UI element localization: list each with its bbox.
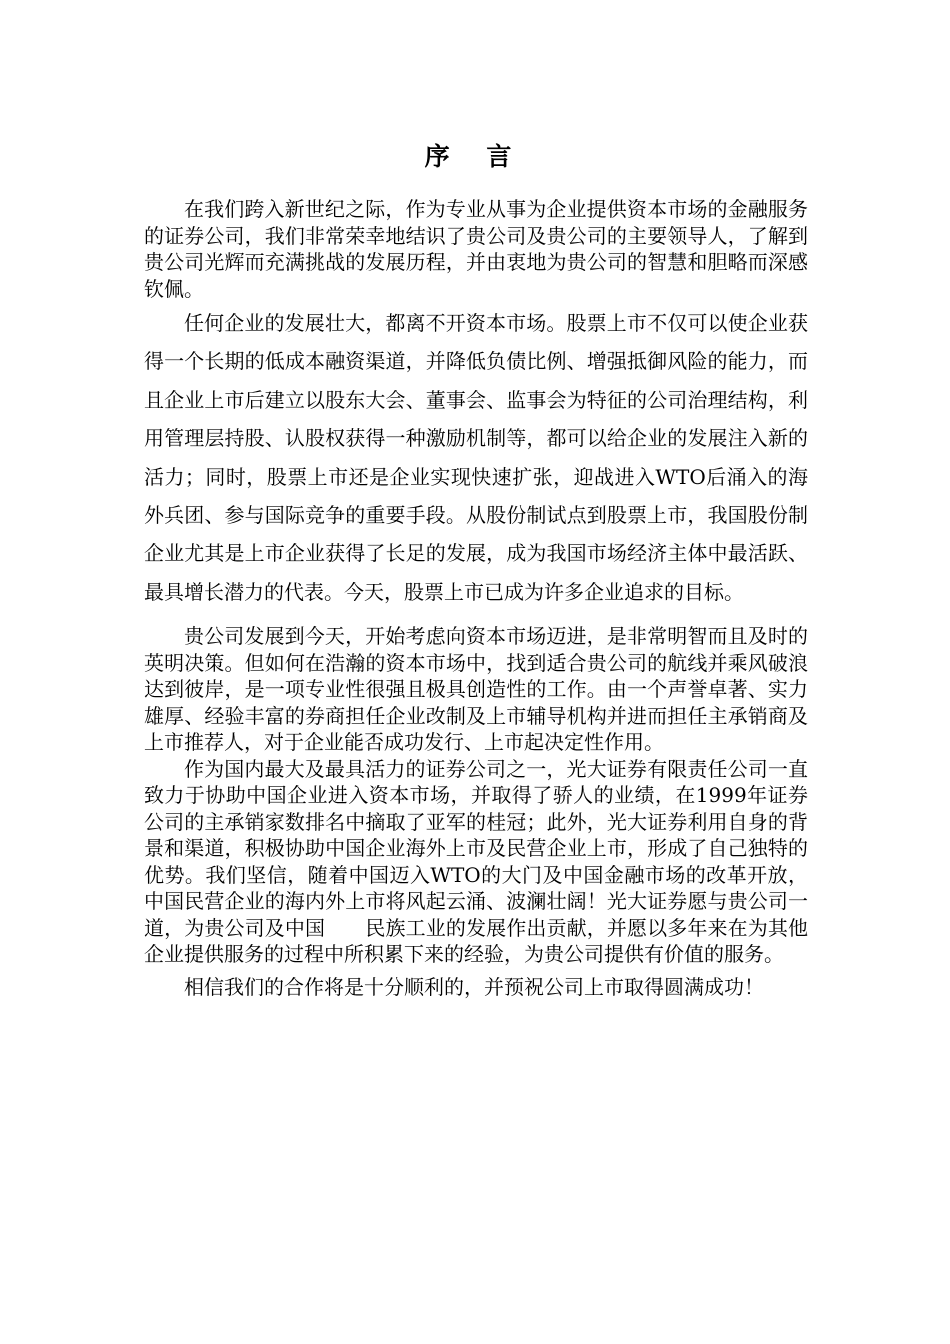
page-title: 序 言 — [424, 142, 526, 171]
paragraph-3: 贵公司发展到今天，开始考虑向资本市场迈进，是非常明智而且及时的英明决策。但如何在浩瀚的资本市场中，找到适合贵公司的航线并乘风破浪达到彼岸，是一项专业性很强且极具创造性的工作。由一个声誉卓著、实力雄厚、经验丰富的券商担任企业改制及上市辅导机构并进而担任主承销商及上市推荐人，对于企业能否成功发行、上市起决定性作用。 — [144, 624, 808, 755]
document-body — [144, 196, 808, 1006]
paragraph-2: 任何企业的发展壮大，都离不开资本市场。股票上市不仅可以使企业获得一个长期的低成本融资渠道，并降低负债比例、增强抵御风险的能力，而且企业上市后建立以股东大会、董事会、监事会为特征的公司治理结构，利用管理层持股、认股权获得一种激励机制等，都可以给企业的发展注入新的活力；同时，股票上市还是企业实现快速扩张，迎战进入WTO后涌入的海外兵团、参与国际竞争的重要手段。从股份制试点到股票上市，我国股份制企业尤其是上市企业获得了长足的发展，成为我国市场经济主体中最活跃、最具增长潜力的代表。今天，股票上市已成为许多企业追求的目标。 — [144, 311, 808, 604]
paragraph-1: 在我们跨入新世纪之际，作为专业从事为企业提供资本市场的金融服务的证券公司，我们非常荣幸地结识了贵公司及贵公司的主要领导人，了解到贵公司光辉而充满挑战的发展历程，并由衷地为贵公司的智慧和胆略而深感钦佩。 — [144, 197, 808, 301]
paragraph-5: 相信我们的合作将是十分顺利的，并预祝公司上市取得圆满成功！ — [184, 974, 764, 999]
paragraph-4: 作为国内最大及最具活力的证券公司之一，光大证券有限责任公司一直致力于协助中国企业进入资本市场，并取得了骄人的业绩，在1999年证券公司的主承销家数排名中摘取了亚军的桂冠；此外，光大证券利用自身的背景和渠道，积极协助中国企业海外上市及民营企业上市，形成了自己独特的优势。我们坚信，随着中国迈入WTO的大门及中国金融市场的改革开放，中国民营企业的海内外上市将风起云涌、波澜壮阔！光大证券愿与贵公司一道，为贵公司及中国 民族工业的发展作出贡献，并愿以多年来在为其他企业提供服务的过程中所积累下来的经验，为贵公司提供有价值的服务。 — [144, 756, 808, 967]
